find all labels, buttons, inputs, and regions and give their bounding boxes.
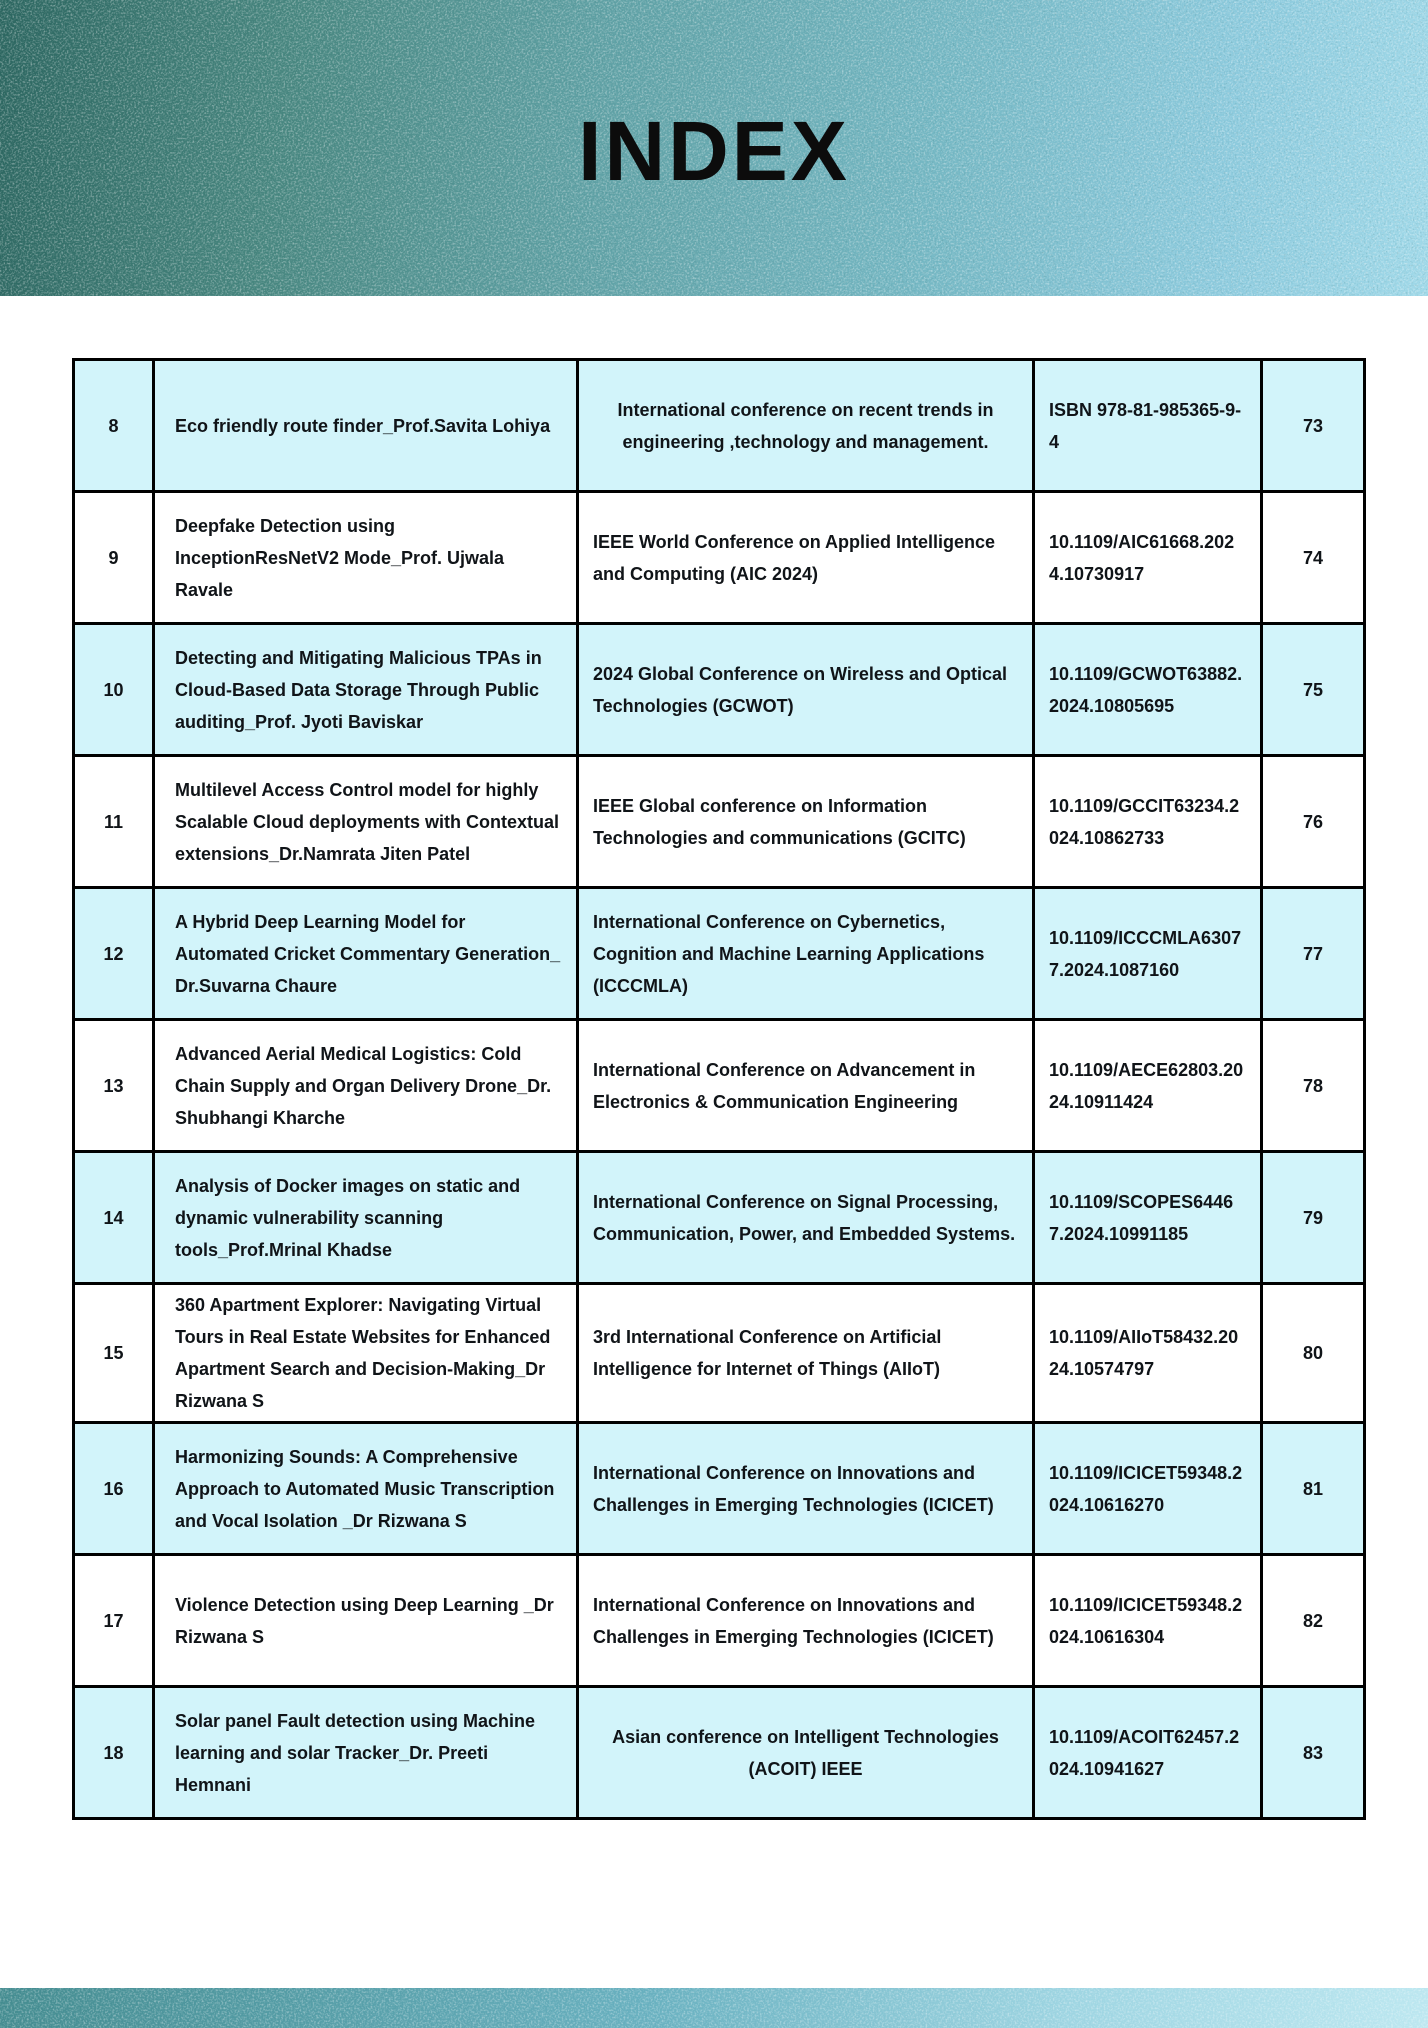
- row-number: 18: [74, 1687, 154, 1819]
- doi-ref: 10.1109/AIC61668.2024.10730917: [1034, 492, 1262, 624]
- doi-ref: 10.1109/AECE62803.2024.10911424: [1034, 1020, 1262, 1152]
- doi-ref: 10.1109/GCCIT63234.2024.10862733: [1034, 756, 1262, 888]
- paper-title: Eco friendly route finder_Prof.Savita Lohiya: [154, 360, 578, 492]
- doi-ref: 10.1109/ICCCMLA63077.2024.1087160: [1034, 888, 1262, 1020]
- paper-title: Harmonizing Sounds: A Comprehensive Approach to Automated Music Transcription and Vocal Isolation _Dr Rizwana S: [154, 1423, 578, 1555]
- conference-name: 2024 Global Conference on Wireless and Optical Technologies (GCWOT): [578, 624, 1034, 756]
- conference-name: International Conference on Cybernetics, Cognition and Machine Learning Applications (ICCCMLA): [578, 888, 1034, 1020]
- isbn-ref: ISBN 978-81-985365-9-4: [1034, 360, 1262, 492]
- conference-name: International conference on recent trends in engineering ,technology and management.: [578, 360, 1034, 492]
- page-number: 77: [1262, 888, 1365, 1020]
- row-number: 15: [74, 1284, 154, 1423]
- paper-title: A Hybrid Deep Learning Model for Automated Cricket Commentary Generation_ Dr.Suvarna Chaure: [154, 888, 578, 1020]
- page-number: 78: [1262, 1020, 1365, 1152]
- grain-texture: [0, 1988, 1428, 2028]
- doi-ref: 10.1109/GCWOT63882.2024.10805695: [1034, 624, 1262, 756]
- page-number: 83: [1262, 1687, 1365, 1819]
- conference-name: International Conference on Innovations and Challenges in Emerging Technologies (ICICET): [578, 1423, 1034, 1555]
- page-number: 75: [1262, 624, 1365, 756]
- paper-title: Analysis of Docker images on static and dynamic vulnerability scanning tools_Prof.Mrinal Khadse: [154, 1152, 578, 1284]
- row-number: 13: [74, 1020, 154, 1152]
- doi-ref: 10.1109/AIIoT58432.2024.10574797: [1034, 1284, 1262, 1423]
- index-table: [72, 358, 1366, 1820]
- row-number: 12: [74, 888, 154, 1020]
- paper-title: Detecting and Mitigating Malicious TPAs in Cloud-Based Data Storage Through Public auditing_Prof. Jyoti Baviskar: [154, 624, 578, 756]
- row-number: 11: [74, 756, 154, 888]
- table-row: [74, 888, 1365, 1020]
- doi-ref: 10.1109/ACOIT62457.2024.10941627: [1034, 1687, 1262, 1819]
- doi-ref: 10.1109/ICICET59348.2024.10616304: [1034, 1555, 1262, 1687]
- paper-title: Deepfake Detection using InceptionResNetV2 Mode_Prof. Ujwala Ravale: [154, 492, 578, 624]
- conference-name: International Conference on Signal Processing, Communication, Power, and Embedded Systems.: [578, 1152, 1034, 1284]
- index-table-wrapper: [72, 358, 1363, 1820]
- conference-name: IEEE Global conference on Information Technologies and communications (GCITC): [578, 756, 1034, 888]
- table-row: [74, 624, 1365, 756]
- page-number: 74: [1262, 492, 1365, 624]
- row-number: 9: [74, 492, 154, 624]
- table-row: [74, 1423, 1365, 1555]
- table-row: [74, 1284, 1365, 1423]
- page-number: 79: [1262, 1152, 1365, 1284]
- page-number: 73: [1262, 360, 1365, 492]
- page-number: 82: [1262, 1555, 1365, 1687]
- doi-ref: 10.1109/ICICET59348.2024.10616270: [1034, 1423, 1262, 1555]
- table-row: [74, 492, 1365, 624]
- doi-ref: 10.1109/SCOPES64467.2024.10991185: [1034, 1152, 1262, 1284]
- page-header: [0, 0, 1428, 296]
- paper-title: Solar panel Fault detection using Machine learning and solar Tracker_Dr. Preeti Hemnani: [154, 1687, 578, 1819]
- page-number: 81: [1262, 1423, 1365, 1555]
- table-row: [74, 1152, 1365, 1284]
- page-title: INDEX: [578, 103, 850, 198]
- table-row: [74, 360, 1365, 492]
- row-number: 10: [74, 624, 154, 756]
- table-row: [74, 1687, 1365, 1819]
- page-number: 80: [1262, 1284, 1365, 1423]
- row-number: 14: [74, 1152, 154, 1284]
- table-row: [74, 756, 1365, 888]
- conference-name: IEEE World Conference on Applied Intelligence and Computing (AIC 2024): [578, 492, 1034, 624]
- table-row: [74, 1555, 1365, 1687]
- row-number: 17: [74, 1555, 154, 1687]
- paper-title: Violence Detection using Deep Learning _Dr Rizwana S: [154, 1555, 578, 1687]
- conference-name: 3rd International Conference on Artificial Intelligence for Internet of Things (AIIoT): [578, 1284, 1034, 1423]
- conference-name: International Conference on Advancement in Electronics & Communication Engineering: [578, 1020, 1034, 1152]
- table-row: [74, 1020, 1365, 1152]
- page-footer-bar: [0, 1988, 1428, 2028]
- paper-title: Advanced Aerial Medical Logistics: Cold Chain Supply and Organ Delivery Drone_Dr. Shubhangi Kharche: [154, 1020, 578, 1152]
- paper-title: 360 Apartment Explorer: Navigating Virtual Tours in Real Estate Websites for Enhanced Apartment Search and Decision-Making_Dr Rizwana S: [154, 1284, 578, 1423]
- row-number: 16: [74, 1423, 154, 1555]
- paper-title: Multilevel Access Control model for highly Scalable Cloud deployments with Contextual extensions_Dr.Namrata Jiten Patel: [154, 756, 578, 888]
- conference-name: International Conference on Innovations and Challenges in Emerging Technologies (ICICET): [578, 1555, 1034, 1687]
- page-number: 76: [1262, 756, 1365, 888]
- conference-name: Asian conference on Intelligent Technologies (ACOIT) IEEE: [578, 1687, 1034, 1819]
- row-number: 8: [74, 360, 154, 492]
